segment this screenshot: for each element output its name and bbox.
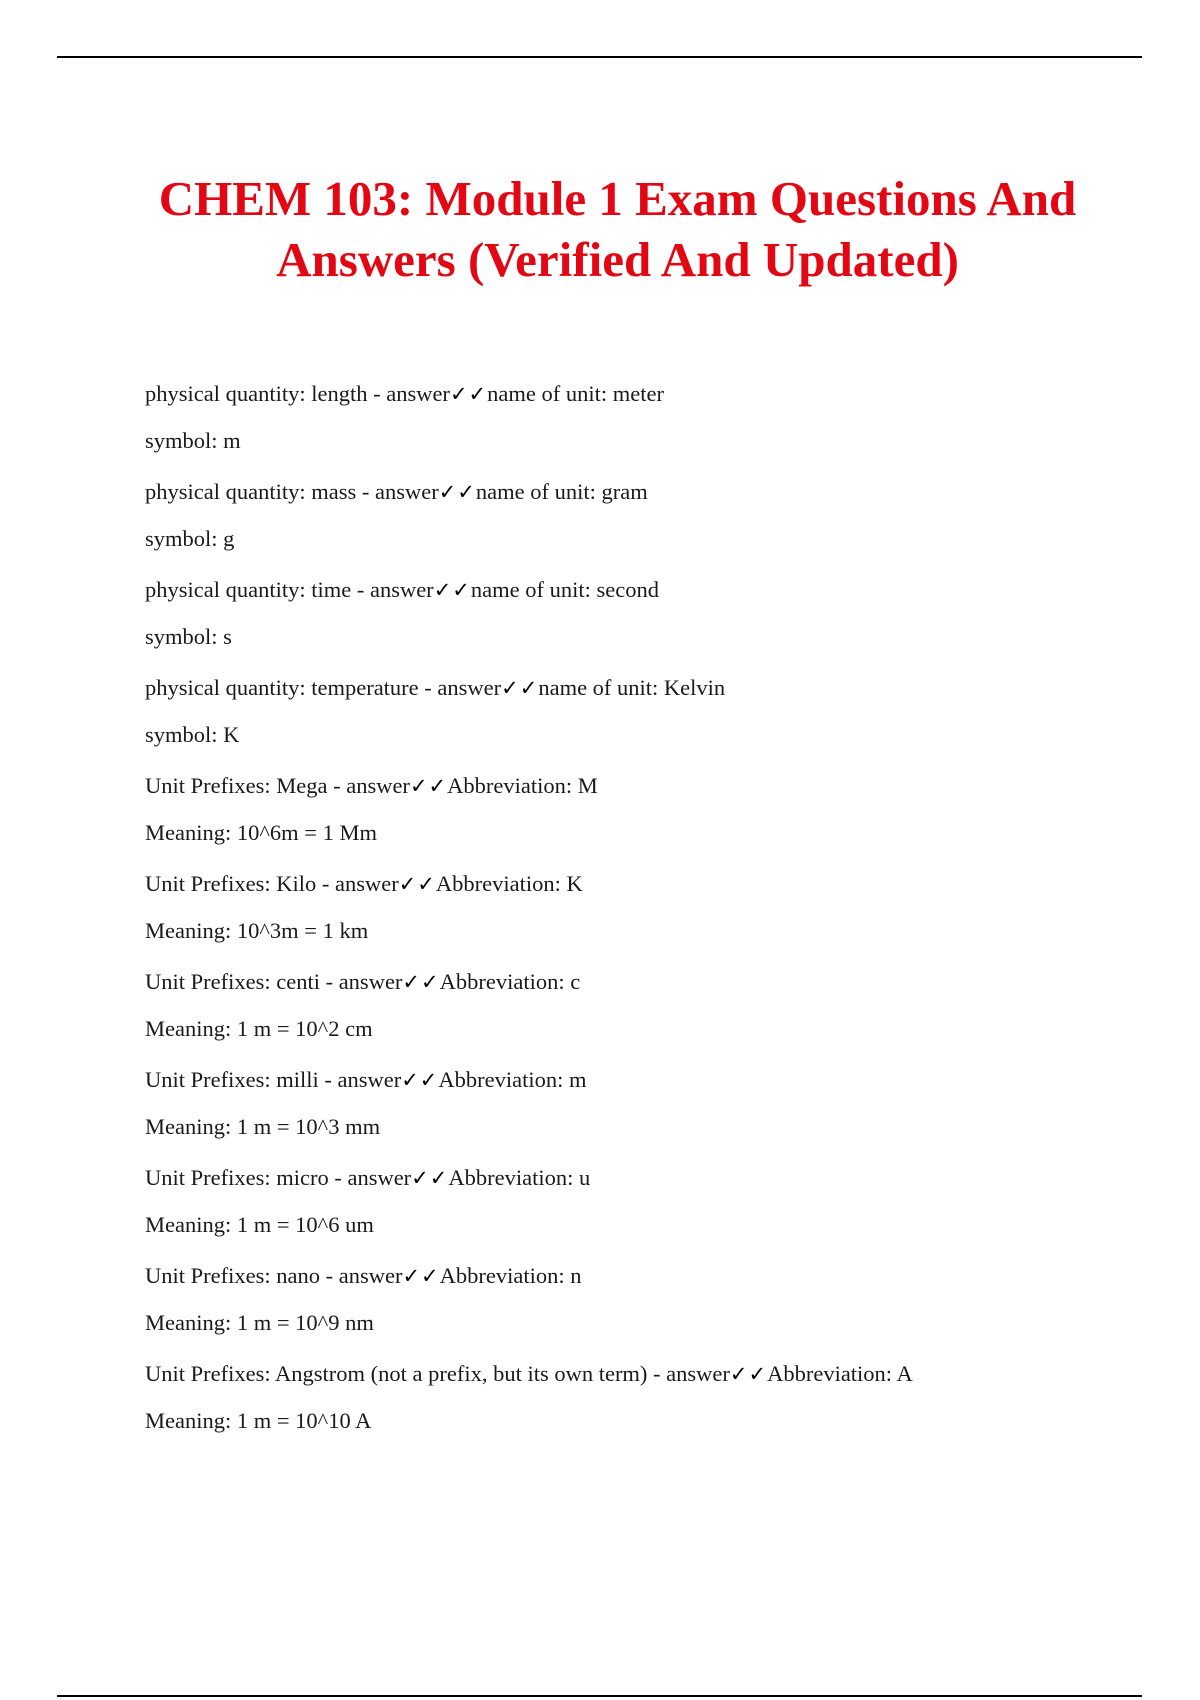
question-text: Unit Prefixes: centi - answer bbox=[145, 969, 403, 994]
check-mark-icon: ✓✓ bbox=[438, 480, 476, 504]
check-mark-icon: ✓✓ bbox=[729, 1362, 768, 1386]
check-mark-icon: ✓✓ bbox=[433, 578, 471, 602]
answer-text: Abbreviation: M bbox=[447, 773, 598, 798]
answer-detail: symbol: m bbox=[145, 428, 241, 453]
answer-text: Abbreviation: u bbox=[448, 1165, 591, 1190]
question-text: Unit Prefixes: milli - answer bbox=[145, 1067, 402, 1092]
answer-text: name of unit: meter bbox=[487, 381, 664, 406]
answer-text: Abbreviation: c bbox=[439, 969, 581, 994]
question-line bbox=[145, 969, 1145, 995]
answer-text: name of unit: Kelvin bbox=[538, 675, 726, 700]
answer-detail: symbol: s bbox=[145, 624, 232, 649]
check-mark-icon: ✓✓ bbox=[398, 872, 436, 896]
question-line bbox=[145, 479, 1145, 505]
check-mark-icon: ✓✓ bbox=[402, 1264, 440, 1288]
answer-text: Abbreviation: n bbox=[439, 1263, 582, 1288]
qa-item bbox=[145, 773, 1145, 846]
answer-detail: Meaning: 1 m = 10^9 nm bbox=[145, 1310, 374, 1335]
answer-text: Abbreviation: m bbox=[438, 1067, 587, 1092]
question-text: physical quantity: length - answer bbox=[145, 381, 450, 406]
answer-detail: symbol: g bbox=[145, 526, 235, 551]
answer-text: name of unit: gram bbox=[475, 479, 648, 504]
qa-item bbox=[145, 1067, 1145, 1140]
question-line bbox=[145, 1263, 1145, 1289]
answer-detail: Meaning: 10^3m = 1 km bbox=[145, 918, 369, 943]
question-text: physical quantity: time - answer bbox=[145, 577, 434, 602]
qa-list bbox=[145, 381, 1145, 1459]
question-line bbox=[145, 871, 1145, 897]
answer-text: Abbreviation: A bbox=[767, 1361, 913, 1386]
question-line bbox=[145, 1067, 1145, 1093]
question-text: physical quantity: temperature - answer bbox=[145, 675, 502, 700]
check-mark-icon: ✓✓ bbox=[411, 1166, 449, 1190]
question-line bbox=[145, 1361, 1145, 1387]
check-mark-icon: ✓✓ bbox=[402, 970, 440, 994]
question-text: Unit Prefixes: Mega - answer bbox=[145, 773, 410, 798]
answer-detail: Meaning: 1 m = 10^3 mm bbox=[145, 1114, 381, 1139]
header-rule bbox=[57, 56, 1142, 58]
qa-item bbox=[145, 675, 1145, 748]
check-mark-icon: ✓✓ bbox=[449, 382, 488, 406]
qa-item bbox=[145, 479, 1145, 552]
question-line bbox=[145, 1165, 1145, 1191]
footer-rule bbox=[57, 1695, 1142, 1697]
qa-item bbox=[145, 1361, 1145, 1434]
question-line bbox=[145, 675, 1145, 701]
check-mark-icon: ✓✓ bbox=[501, 676, 539, 700]
answer-detail: Meaning: 10^6m = 1 Mm bbox=[145, 820, 377, 845]
qa-item bbox=[145, 1165, 1145, 1238]
answer-text: Abbreviation: K bbox=[435, 871, 583, 896]
answer-detail: Meaning: 1 m = 10^6 um bbox=[145, 1212, 374, 1237]
document-title: CHEM 103: Module 1 Exam Questions And Answers (Verified And Updated) bbox=[158, 171, 1077, 287]
qa-item bbox=[145, 1263, 1145, 1336]
question-line bbox=[145, 773, 1145, 799]
qa-item bbox=[145, 969, 1145, 1042]
qa-item bbox=[145, 871, 1145, 944]
question-text: Unit Prefixes: Angstrom (not a prefix, but its own term) - answer bbox=[145, 1361, 730, 1386]
answer-text: name of unit: second bbox=[470, 577, 659, 602]
question-text: Unit Prefixes: Kilo - answer bbox=[145, 871, 399, 896]
question-line bbox=[145, 577, 1145, 603]
check-mark-icon: ✓✓ bbox=[409, 774, 448, 798]
qa-item bbox=[145, 577, 1145, 650]
question-text: Unit Prefixes: nano - answer bbox=[145, 1263, 403, 1288]
question-line bbox=[145, 381, 1145, 407]
question-text: Unit Prefixes: micro - answer bbox=[145, 1165, 412, 1190]
answer-detail: symbol: K bbox=[145, 722, 240, 747]
answer-detail: Meaning: 1 m = 10^10 A bbox=[145, 1408, 372, 1433]
check-mark-icon: ✓✓ bbox=[401, 1068, 439, 1092]
qa-item bbox=[145, 381, 1145, 454]
question-text: physical quantity: mass - answer bbox=[145, 479, 439, 504]
answer-detail: Meaning: 1 m = 10^2 cm bbox=[145, 1016, 373, 1041]
